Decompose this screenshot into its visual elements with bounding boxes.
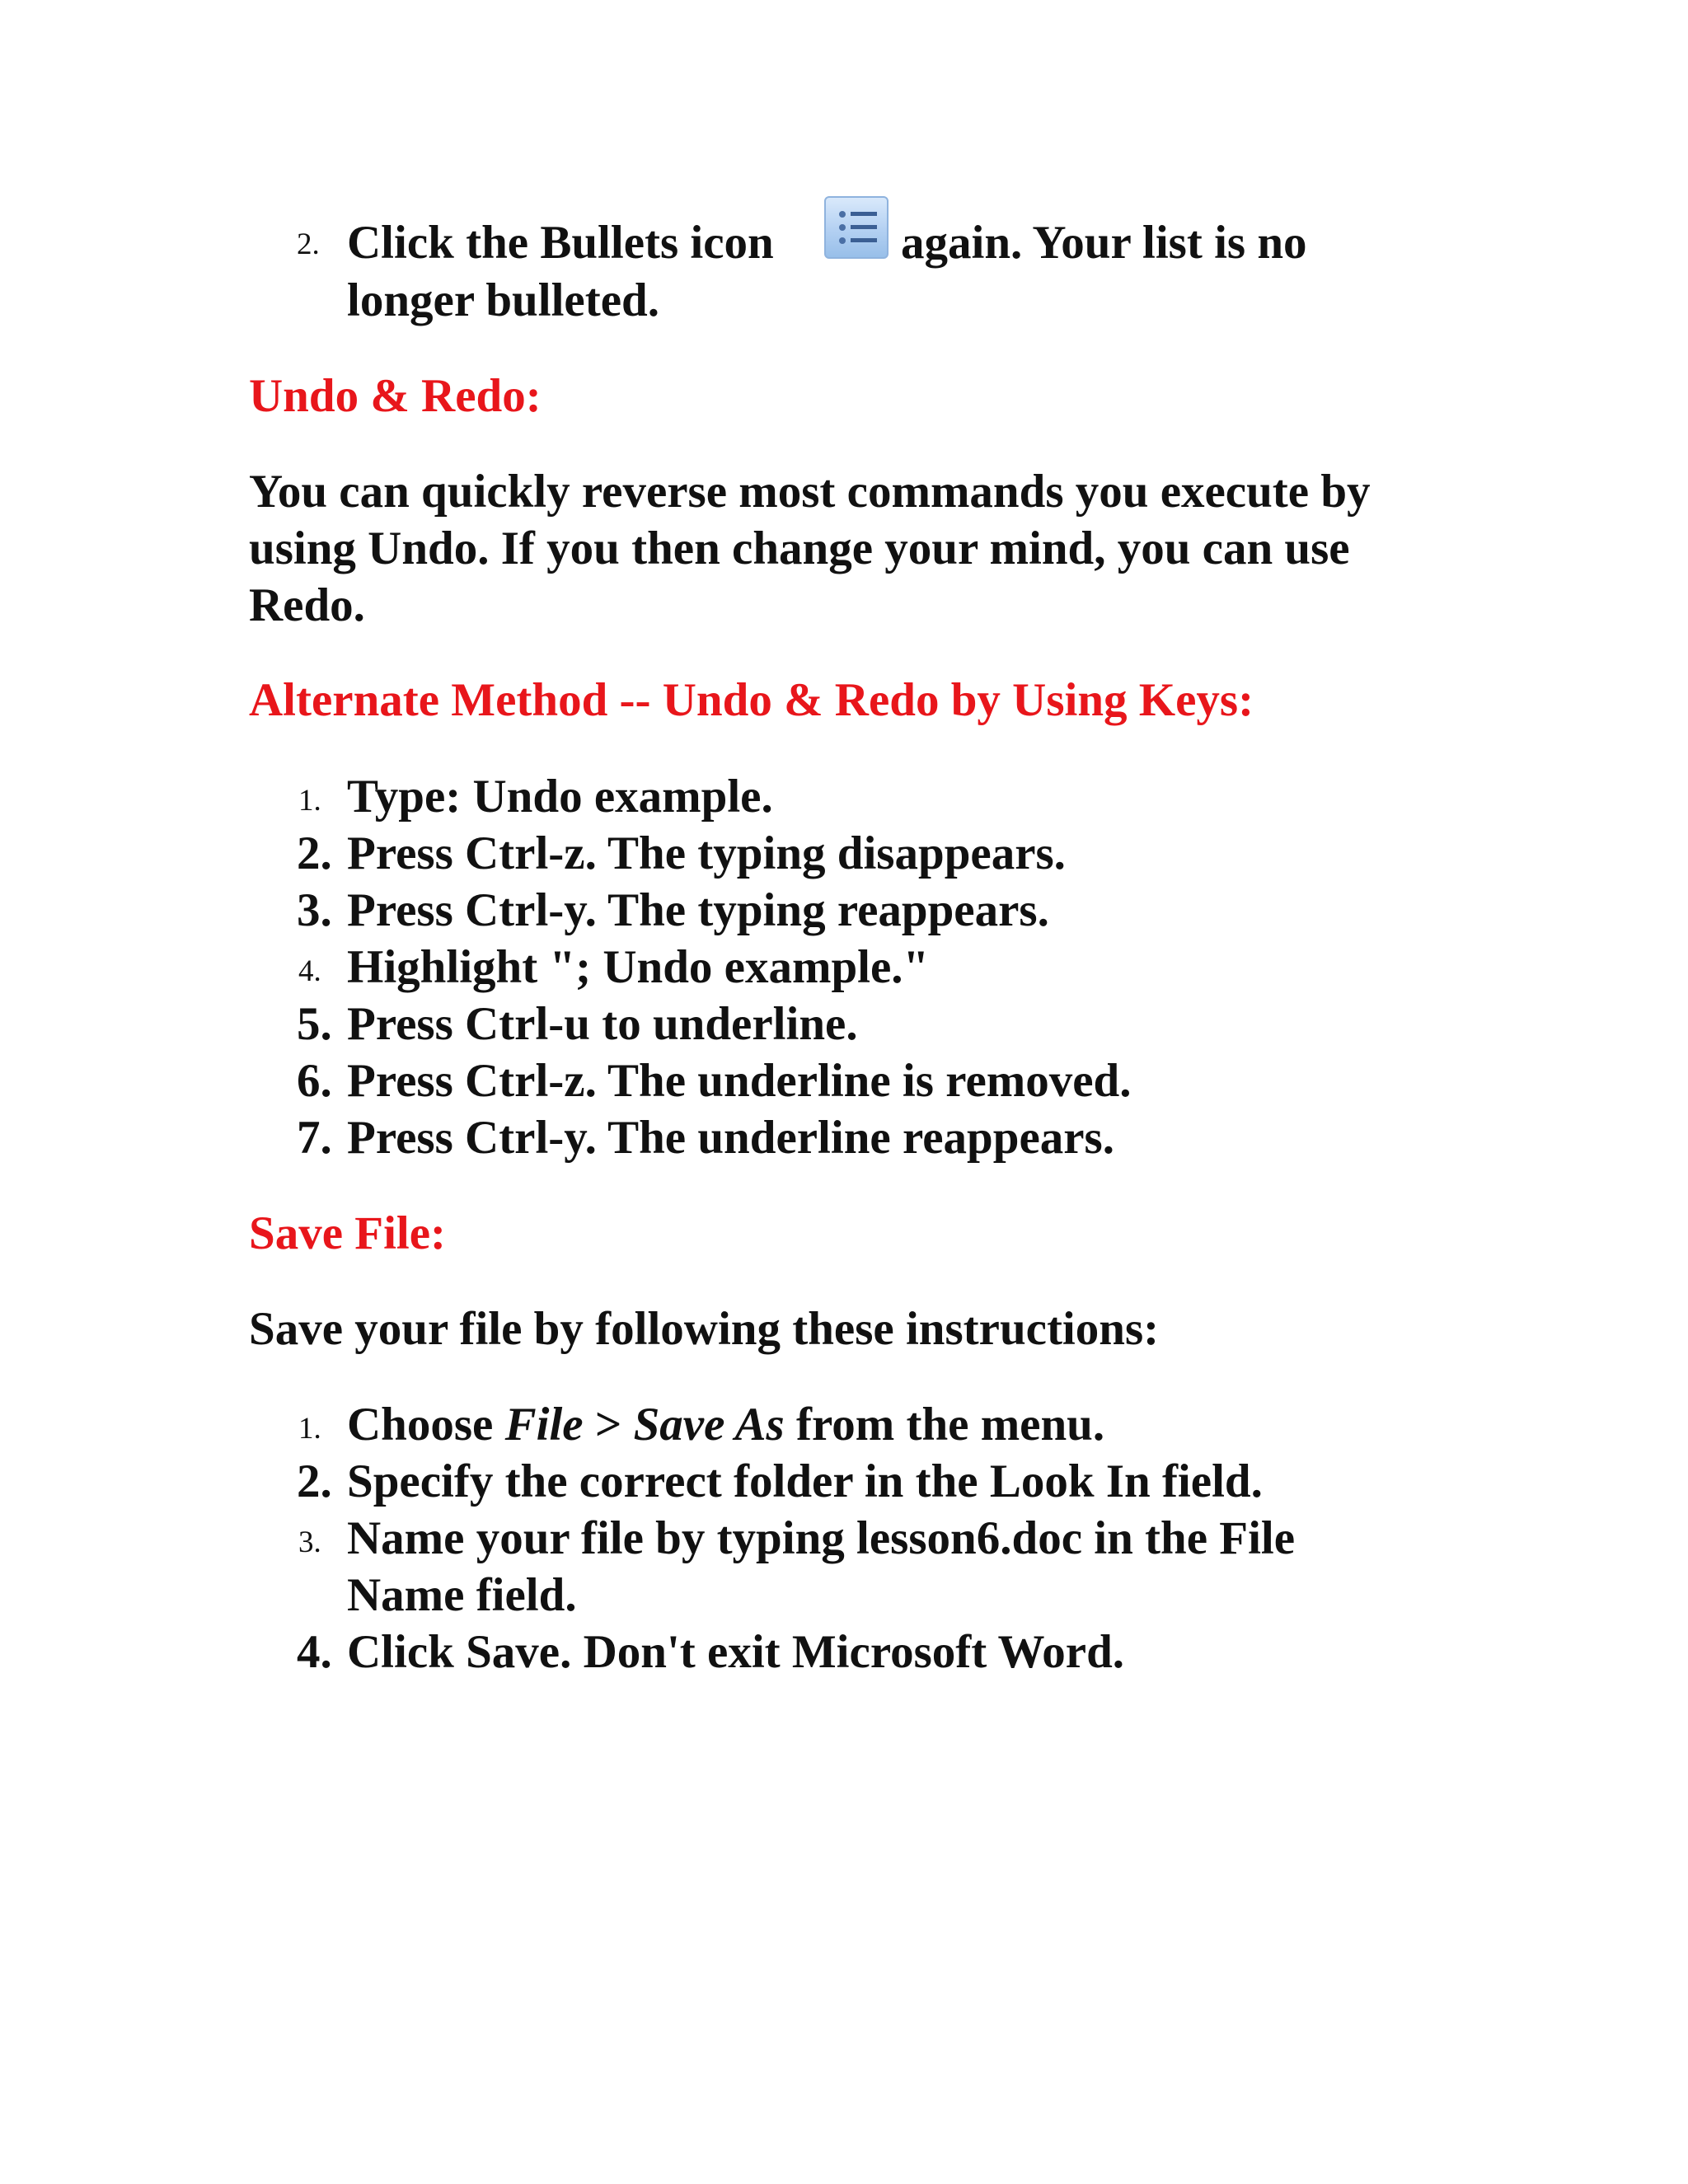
list-item-number: 3. — [298, 1526, 321, 1559]
choose-text: Choose — [347, 1399, 494, 1451]
paragraph-line: using Undo. If you then change your mind, you can use — [249, 523, 1350, 574]
list-item-text: Press Ctrl-y. The typing reappears. — [347, 884, 1049, 936]
list-item-text-continued: again. Your list is no — [901, 217, 1307, 269]
list-item-number: 2. — [297, 827, 332, 879]
file-menu-text: File — [504, 1399, 584, 1451]
list-item-text: Press Ctrl-y. The underline reappears. — [347, 1112, 1114, 1164]
list-item-text: Specify the correct folder in the Look In field. — [347, 1455, 1263, 1507]
section-heading-undo-redo: Undo & Redo: — [249, 370, 542, 422]
list-item-text-line2: longer bulleted. — [347, 274, 659, 326]
from-menu-text: from the menu. — [795, 1399, 1105, 1451]
list-item-number: 2. — [297, 227, 320, 261]
list-item-number: 1. — [298, 1412, 321, 1446]
save-as-menu-text: Save As — [633, 1399, 785, 1451]
bullets-list-icon — [824, 196, 889, 259]
list-item-number: 1. — [298, 784, 321, 818]
list-item-number: 4. — [298, 954, 321, 988]
list-item-text: Highlight "; Undo example." — [347, 941, 930, 993]
list-item-number: 6. — [297, 1055, 332, 1107]
list-item-text: Click the Bullets icon — [347, 217, 774, 269]
section-heading-save-file: Save File: — [249, 1207, 447, 1259]
paragraph-line: You can quickly reverse most commands you execute by — [249, 466, 1371, 518]
paragraph-line: Save your file by following these instructions: — [249, 1303, 1160, 1355]
list-item-text — [347, 1396, 1104, 1454]
list-item-text-line2: Name field. — [347, 1569, 577, 1621]
list-item-number: 4. — [297, 1626, 332, 1678]
list-item-text: Press Ctrl-u to underline. — [347, 998, 858, 1050]
list-item-number: 5. — [297, 998, 332, 1050]
list-item-text: Name your file by typing lesson6.doc in the File — [347, 1512, 1296, 1564]
list-item-text: Type: Undo example. — [347, 771, 773, 823]
section-heading-alternate-method: Alternate Method -- Undo & Redo by Using Keys: — [249, 674, 1254, 726]
list-item-number: 3. — [297, 884, 332, 936]
list-item-number: 2. — [297, 1455, 332, 1507]
menu-separator: > — [594, 1399, 622, 1451]
list-item-text: Press Ctrl-z. The underline is removed. — [347, 1055, 1132, 1107]
list-item-text: Click Save. Don't exit Microsoft Word. — [347, 1626, 1125, 1678]
list-item-text: Press Ctrl-z. The typing disappears. — [347, 827, 1066, 879]
list-item-number: 7. — [297, 1112, 332, 1164]
paragraph-line: Redo. — [249, 579, 365, 631]
